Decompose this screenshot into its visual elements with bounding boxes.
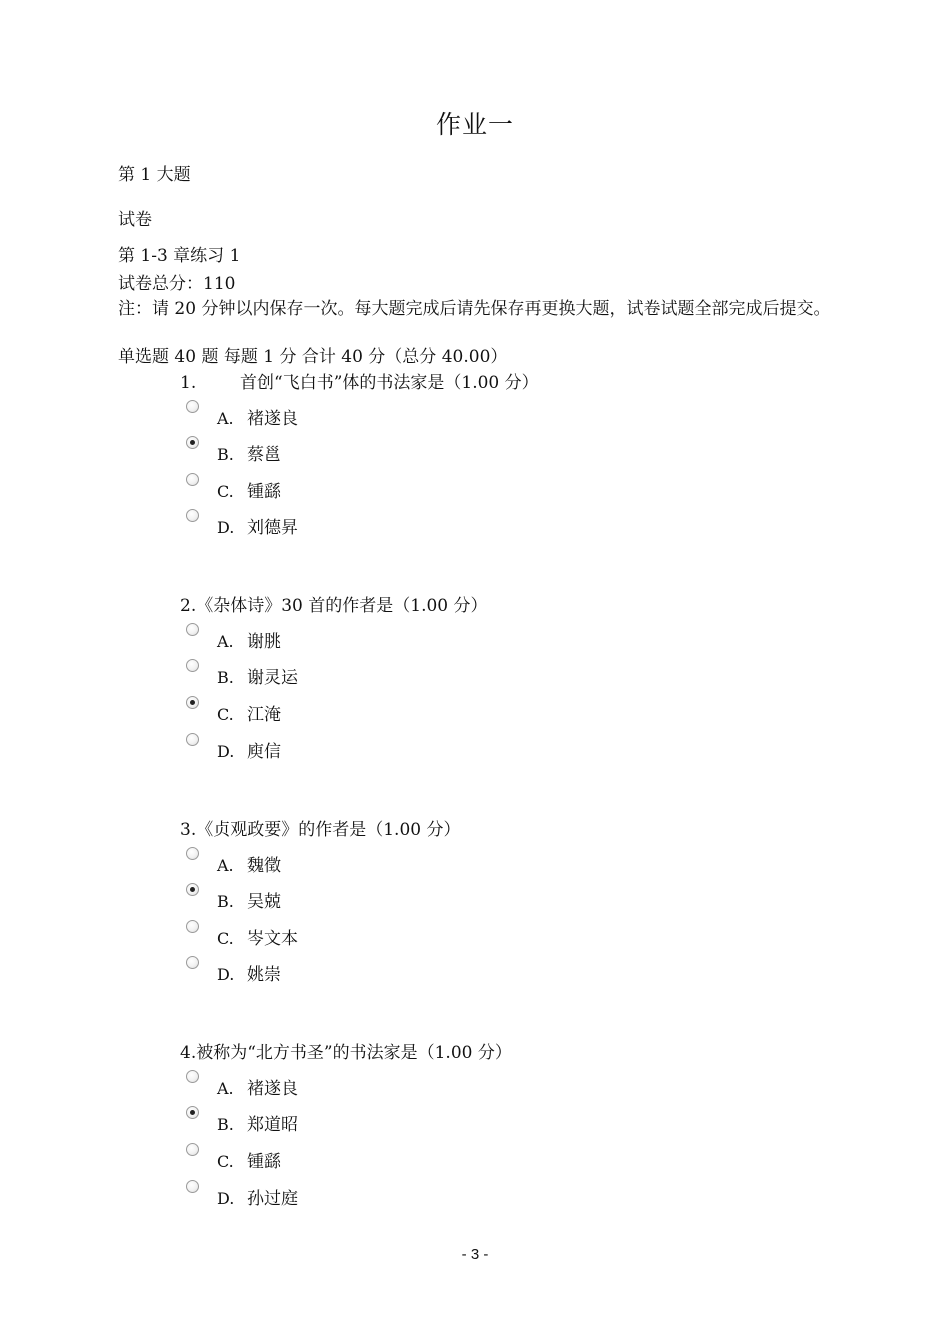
instructions-note: 注：请 20 分钟以内保存一次。每大题完成后请先保存再更换大题，试卷试题全部完成后提交。 bbox=[118, 299, 831, 319]
question-number: 2. bbox=[180, 596, 197, 616]
option-text: 郑道昭 bbox=[247, 1115, 298, 1135]
option-letter: B. bbox=[217, 445, 234, 464]
option-text: 吴兢 bbox=[247, 892, 281, 912]
option-text: 褚遂良 bbox=[247, 409, 298, 429]
option-text: 岑文本 bbox=[247, 929, 298, 949]
option-text: 姚崇 bbox=[247, 965, 281, 985]
option-letter: A. bbox=[217, 856, 234, 875]
question-number: 1. bbox=[180, 373, 197, 393]
radio-button-icon[interactable] bbox=[186, 509, 199, 522]
question-1 bbox=[180, 372, 539, 394]
radio-button-icon[interactable] bbox=[186, 733, 199, 746]
radio-button-checked-icon[interactable] bbox=[186, 883, 199, 896]
radio-button-checked-icon[interactable] bbox=[186, 696, 199, 709]
paper-name: 第 1-3 章练习 1 bbox=[118, 246, 241, 266]
total-score: 试卷总分：110 bbox=[118, 274, 236, 294]
paper-label: 试卷 bbox=[118, 210, 152, 230]
radio-button-icon[interactable] bbox=[186, 623, 199, 636]
question-3 bbox=[180, 819, 461, 841]
radio-button-icon[interactable] bbox=[186, 659, 199, 672]
question-number: 4. bbox=[180, 1043, 197, 1063]
option-letter: C. bbox=[217, 705, 234, 724]
radio-button-icon[interactable] bbox=[186, 920, 199, 933]
option-text: 褚遂良 bbox=[247, 1079, 298, 1099]
radio-button-icon[interactable] bbox=[186, 1070, 199, 1083]
option-text: 庾信 bbox=[247, 742, 281, 762]
option-letter: D. bbox=[217, 1189, 235, 1208]
option-letter: C. bbox=[217, 1152, 234, 1171]
page-title: 作业一 bbox=[435, 110, 514, 139]
radio-button-icon[interactable] bbox=[186, 1143, 199, 1156]
radio-button-icon[interactable] bbox=[186, 400, 199, 413]
radio-button-checked-icon[interactable] bbox=[186, 1106, 199, 1119]
option-text: 江淹 bbox=[247, 705, 281, 725]
option-text: 刘德昇 bbox=[247, 518, 298, 538]
question-text: 被称为“北方书圣”的书法家是（1.00 分） bbox=[196, 1043, 512, 1063]
question-2 bbox=[180, 595, 488, 617]
option-text: 谢朓 bbox=[247, 632, 281, 652]
option-letter: D. bbox=[217, 965, 235, 984]
option-letter: B. bbox=[217, 1115, 234, 1134]
radio-button-icon[interactable] bbox=[186, 473, 199, 486]
option-letter: D. bbox=[217, 742, 235, 761]
option-text: 魏徵 bbox=[247, 856, 281, 876]
option-letter: C. bbox=[217, 929, 234, 948]
option-text: 孙过庭 bbox=[247, 1189, 298, 1209]
question-text: 《贞观政要》的作者是（1.00 分） bbox=[196, 820, 461, 840]
option-text: 锺繇 bbox=[247, 482, 281, 502]
radio-button-icon[interactable] bbox=[186, 1180, 199, 1193]
option-letter: A. bbox=[217, 632, 234, 651]
question-4 bbox=[180, 1042, 512, 1064]
option-letter: A. bbox=[217, 1079, 234, 1098]
question-number: 3. bbox=[180, 820, 197, 840]
option-text: 蔡邕 bbox=[247, 445, 281, 465]
radio-button-icon[interactable] bbox=[186, 956, 199, 969]
option-letter: C. bbox=[217, 482, 234, 501]
option-letter: B. bbox=[217, 668, 234, 687]
radio-button-checked-icon[interactable] bbox=[186, 436, 199, 449]
option-letter: A. bbox=[217, 409, 234, 428]
question-text: 《杂体诗》30 首的作者是（1.00 分） bbox=[196, 596, 488, 616]
option-text: 锺繇 bbox=[247, 1152, 281, 1172]
section-heading: 第 1 大题 bbox=[118, 165, 191, 185]
option-letter: B. bbox=[217, 892, 234, 911]
page-number: - 3 - bbox=[461, 1246, 489, 1263]
question-type-summary: 单选题 40 题 每题 1 分 合计 40 分（总分 40.00） bbox=[118, 347, 508, 367]
option-text: 谢灵运 bbox=[247, 668, 298, 688]
option-letter: D. bbox=[217, 518, 235, 537]
question-text: 首创“飞白书”体的书法家是（1.00 分） bbox=[240, 373, 539, 393]
radio-button-icon[interactable] bbox=[186, 847, 199, 860]
